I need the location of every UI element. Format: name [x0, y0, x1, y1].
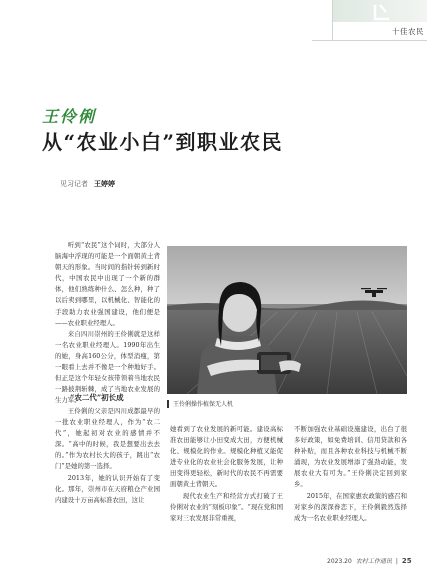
- photo-caption: 王伶俐操作植保无人机: [173, 401, 234, 408]
- caption-marker: [167, 400, 169, 408]
- section-rule: [312, 40, 427, 41]
- paragraph: 听到“农民”这个词时，大部分人脑海中浮现的可能是一个面朝黄土背朝天的形象。当时间的指针转到新时代，中国农民中出现了一个新的群体，他们熟练种什么、怎么种，种了以后卖到哪里，以机械化、智能化的手段助力农业强国建设，他们便是——农业职业经理人。: [55, 241, 160, 327]
- page-number: 25: [401, 557, 412, 565]
- body-column-1-continued: [55, 406, 160, 506]
- paragraph: 不断加强农业基础设施建设，出台了很多好政策，如免费培训、信用贷款和各种补贴，而且各种农业科技与机械不断涌现，为农业发展增添了强劲动能，发展农业大有可为。”王伶俐决定回到家乡。: [294, 425, 407, 489]
- body-column-3: [294, 424, 407, 524]
- paragraph: 现代农业生产和经营方式打破了王伶俐对农业的“刻板印象”。“现在党和国家对三农发展非常重视，: [170, 491, 283, 522]
- byline: [60, 179, 115, 189]
- paragraph: 来自四川崇州的王伶俐就是这样一名农业职业经理人。1990年出生的她，身高160公分，体型消瘦，第一眼看上去并不像是一个种地好手。但正是这个年轻女孩带领着当地农民一路披荆斩棘，成了当地农业发展的生力军。: [55, 329, 160, 405]
- paragraph: 2013年，她的认识开始有了变化。那年，崇州市在天府粮仓产业园内建设十万亩高标准农田，这让: [55, 473, 160, 504]
- drone-photo: [167, 246, 407, 394]
- byline-name: 王婷婷: [94, 180, 115, 188]
- page-footer: 2023.20 农村工作通讯 | 25: [327, 557, 412, 565]
- body-column-1: [55, 240, 160, 406]
- section-subhead: “农二代”初长成: [70, 393, 124, 402]
- body-column-2: [170, 424, 283, 524]
- person-name: 王伶俐: [42, 107, 97, 126]
- section-label: 十佳农民: [392, 27, 424, 36]
- paragraph: 她看到了农业发展的新可能。建设高标准农田能够让小田变成大田，方便机械化、规模化的作业。规模化种植又能促进专业化的农业社会化服务发展，让种田变得更轻松，新时代的农民不再需要面朝黄土背朝天。: [170, 425, 283, 489]
- page-title: 从“农业小白”到职业农民: [42, 130, 284, 154]
- publication-name: 农村工作通讯: [355, 558, 392, 565]
- paragraph: 2015年，在国家惠农政策的感召和对家乡的深深眷恋下，王伶俐毅然选择成为一名农业职业经理人。: [294, 491, 407, 522]
- issue-number: 2023.20: [327, 558, 352, 565]
- section-mark-icon: [372, 3, 392, 21]
- byline-role: 见习记者: [60, 180, 88, 188]
- paragraph: 王伶俐的父亲是四川成都最早的一批农业职业经理人，作为“农二代”，她起初对农业的感情并不深。“高中的时候，我是想要出去去的。”作为农村长大的孩子，跳出“农门”是她的第一选择。: [55, 407, 160, 471]
